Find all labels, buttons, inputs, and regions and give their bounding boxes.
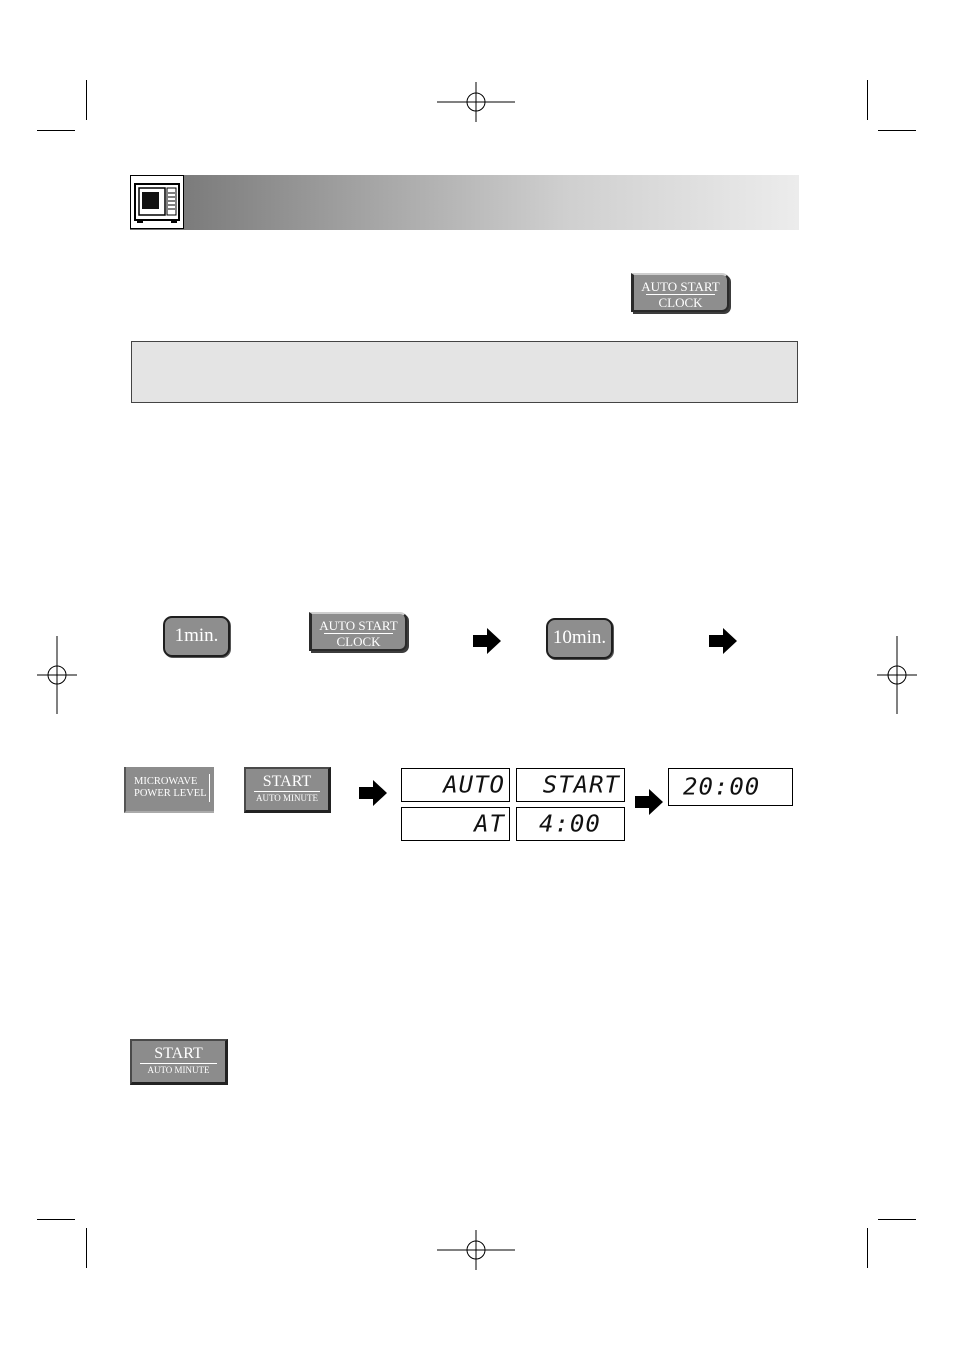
auto-start-clock-button[interactable] — [309, 612, 407, 651]
display-at — [401, 807, 510, 841]
auto-minute-label: AUTO MINUTE — [255, 793, 319, 803]
crop-mark — [37, 130, 75, 131]
ten-minute-button[interactable] — [546, 618, 613, 659]
right-arrow-icon — [635, 789, 663, 815]
crosshair-registration-icon — [437, 82, 515, 122]
microwave-power-level-button[interactable] — [124, 767, 214, 813]
crop-mark — [86, 1228, 87, 1268]
crop-mark — [37, 1219, 75, 1220]
display-text: START — [542, 771, 620, 799]
display-text: 4:00 — [539, 810, 601, 838]
crop-mark — [867, 1228, 868, 1268]
display-auto — [401, 768, 510, 802]
microwave-oven-icon — [130, 175, 184, 229]
display-text: 20:00 — [683, 773, 761, 801]
crosshair-registration-icon — [437, 1230, 515, 1270]
ten-minute-label: 10min. — [552, 627, 607, 648]
right-arrow-icon — [473, 628, 501, 654]
auto-minute-label: AUTO MINUTE — [147, 1065, 210, 1075]
auto-start-label: AUTO START — [641, 279, 720, 294]
section-header-bar — [130, 175, 799, 230]
auto-start-label: AUTO START — [319, 618, 398, 633]
crop-mark — [878, 130, 916, 131]
start-label: START — [262, 773, 312, 790]
clock-label: CLOCK — [658, 295, 703, 310]
right-arrow-icon — [709, 628, 737, 654]
start-auto-minute-button[interactable] — [130, 1039, 228, 1085]
clock-label: CLOCK — [336, 634, 381, 649]
crosshair-registration-icon — [877, 636, 917, 714]
display-time-set — [516, 807, 625, 841]
crop-mark — [86, 80, 87, 120]
crop-mark — [878, 1219, 916, 1220]
display-clock — [668, 768, 793, 806]
power-label-line1: MICROWAVE — [134, 776, 198, 787]
display-start — [516, 768, 625, 802]
right-arrow-icon — [359, 780, 387, 806]
crosshair-registration-icon — [37, 636, 77, 714]
display-text: AUTO — [443, 771, 505, 799]
note-box — [131, 341, 798, 403]
display-text: AT — [474, 810, 505, 838]
start-auto-minute-button[interactable] — [244, 767, 331, 813]
one-minute-label: 1min. — [174, 625, 219, 646]
auto-start-clock-button[interactable] — [631, 273, 729, 312]
power-label-line2: POWER LEVEL — [134, 788, 207, 799]
one-minute-button[interactable] — [163, 616, 230, 657]
crop-mark — [867, 80, 868, 120]
start-label: START — [154, 1045, 203, 1062]
